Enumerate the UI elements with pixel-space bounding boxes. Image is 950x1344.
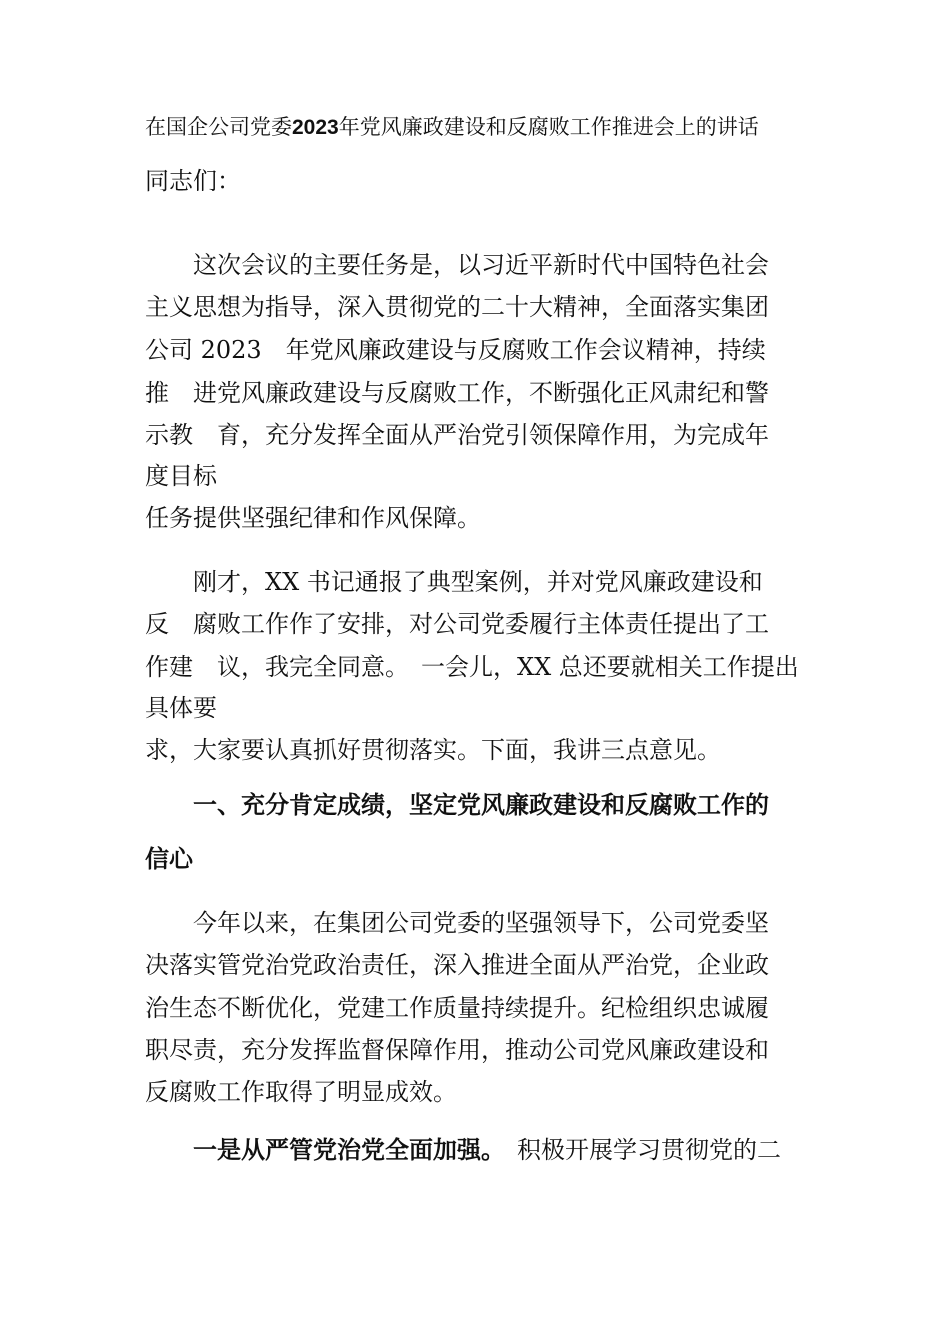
para1-line7: 任务提供坚强纪律和作风保障。 — [145, 504, 481, 532]
para1-line1: 这次会议的主要任务是，以习近平新时代中国特色社会 — [145, 251, 769, 279]
para2-line5: 求，大家要认真抓好贯彻落实。下面，我讲三点意见。 — [145, 736, 721, 764]
section-heading-line2: 信心 — [145, 846, 193, 873]
title-year: 2023 — [292, 116, 339, 139]
para4-line1 — [145, 1130, 810, 1171]
section-heading-line1: 一、充分肯定成绩，坚定党风廉政建设和反腐败工作的 — [145, 792, 769, 819]
para1-line3: 公司 2023 年党风廉政建设与反腐败工作会议精神，持续 — [145, 336, 766, 364]
para3-line4: 职尽责，充分发挥监督保障作用，推动公司党风廉政建设和 — [145, 1036, 769, 1064]
para2-line4: 具体要 — [145, 694, 217, 722]
title-prefix: 在国企公司党委 — [145, 116, 292, 139]
para2-line2: 反 腐败工作作了安排，对公司党委履行主体责任提出了工 — [145, 610, 769, 638]
para3-line3: 治生态不断优化，党建工作质量持续提升。纪检组织忠诚履 — [145, 994, 769, 1022]
para3-line2: 决落实管党治党政治责任，深入推进全面从严治党，企业政 — [145, 951, 769, 979]
document-title — [145, 113, 845, 143]
para2-line1: 刚才，XX 书记通报了典型案例，并对党风廉政建设和 — [145, 568, 763, 596]
para1-line4: 推 进党风廉政建设与反腐败工作，不断强化正风肃纪和警 — [145, 379, 769, 407]
para3-line5: 反腐败工作取得了明显成效。 — [145, 1078, 457, 1106]
title-suffix: 年党风廉政建设和反腐败工作推进会上的讲话 — [338, 116, 759, 139]
para2-line3: 作建 议，我完全同意。 一会儿，XX 总还要就相关工作提出 — [145, 653, 799, 681]
para1-line5: 示教 育，充分发挥全面从严治党引领保障作用，为完成年 — [145, 421, 769, 449]
para4-lead-bold: 一是从严管党治党全面加强。 — [145, 1137, 493, 1164]
para1-line2: 主义思想为指导，深入贯彻党的二十大精神，全面落实集团 — [145, 293, 769, 321]
para3-line1: 今年以来，在集团公司党委的坚强领导下，公司党委坚 — [145, 909, 769, 937]
greeting: 同志们： — [145, 167, 241, 195]
para1-line6: 度目标 — [145, 462, 217, 490]
para4-lead-rest: 积极开展学习贯彻党的二 — [493, 1136, 781, 1164]
